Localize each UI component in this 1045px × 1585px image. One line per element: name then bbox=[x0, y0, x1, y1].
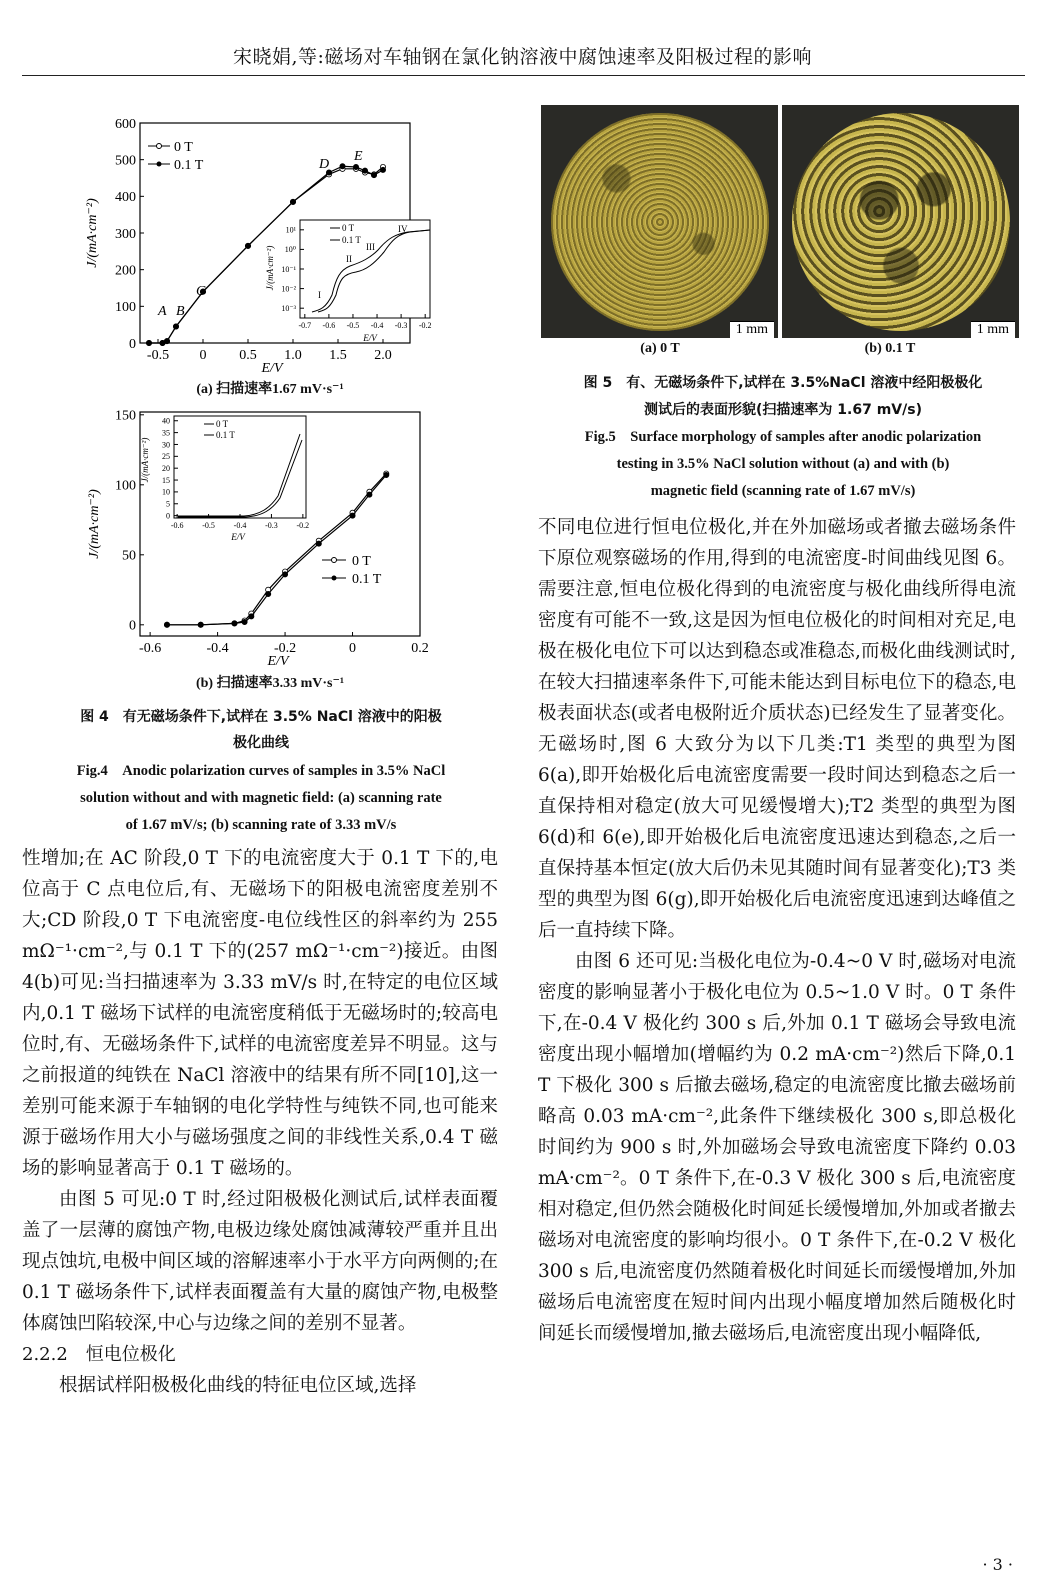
chart-a-inset-ytick-label: 10⁻² bbox=[281, 284, 296, 294]
chart-a-inset-xtick-label: -0.6 bbox=[322, 321, 336, 330]
chart-b-point bbox=[242, 619, 247, 624]
chart-a-point-E: E bbox=[354, 149, 363, 164]
chart-a bbox=[70, 108, 432, 376]
chart-b-inset-xtick-label: -0.5 bbox=[202, 521, 215, 530]
chart-a-inset-region-IV: IV bbox=[398, 224, 408, 234]
fig4-caption-en-1: Fig.4 Anodic polarization curves of samples in 3.5% NaCl bbox=[76, 763, 446, 779]
left-paragraph-1: 性增加;在 AC 阶段,0 T 下的电流密度大于 0.1 T 下的,电位高于 C 点电位后,有、无磁场下的阳极电流密度差别不大;CD 阶段,0 T 下电流密度-电位线性区的斜率约为 255 mΩ⁻¹·cm⁻²,与 0.1 T 下的(257 mΩ⁻¹·cm⁻²)接近。由图 4(b)可见:当扫描速率为 3.33 mV/s 时,在特定的电位区域内,0.1 T 磁场下试样的电流密度稍低于无磁场时的;较高电位时,有、无磁场条件下,试样的电流密度差异不明显。这与之前报道的纯铁在 NaCl 溶液中的结果有所不同[10],这一差别可能来源于车轴钢的电化学特性与纯铁不同,也可能来源于磁场作用大小与磁场强度之间的非线性关系,0.4 T 磁场的影响显著高于 0.1 T 磁场的。 bbox=[22, 848, 498, 1179]
chart-a-point bbox=[362, 168, 367, 173]
chart-b-xtick-label: 0.2 bbox=[411, 641, 429, 656]
left-paragraph-2: 由图 5 可见:0 T 时,经过阳极极化测试后,试样表面覆盖了一层薄的腐蚀产物,电极边缘处腐蚀减薄较严重并且出现点蚀坑,电极中间区域的溶解速率小于水平方向两侧的;在 0.1 T 磁场条件下,试样表面覆盖有大量的腐蚀产物,电极整体腐蚀凹陷较深,中心与边缘之间的差别不显著。 bbox=[22, 1189, 498, 1334]
chart-a-point-D: D bbox=[319, 157, 330, 172]
micrograph-01t bbox=[782, 105, 1019, 338]
chart-a-ytick-label: 300 bbox=[115, 226, 136, 242]
chart-a-inset-region-III: III bbox=[366, 242, 375, 252]
right-paragraph-2: 由图 6 还可见:当极化电位为-0.4~0 V 时,磁场对电流密度的影响显著小于极化电位为 0.5~1.0 V 时。0 T 条件下,在-0.4 V 极化约 300 s 后,外加 0.1 T 磁场会导致电流密度出现小幅增加(增幅约为 0.2 mA·cm⁻²)然后下降,0.1 T 下极化 300 s 后撤去磁场,稳定的电流密度比撤去磁场前略高 0.03 mA·cm⁻²,此条件下继续极化 300 s,即总极化时间约为 900 s 时,外加磁场会导致电流密度下降约 0.03 mA·cm⁻²。0 T 条件下,在-0.3 V 极化 300 s 后,电流密度相对稳定,但仍然会随极化时间延长缓慢增加,外加或者撤去磁场对电流密度的影响均很小。0 T 条件下,在-0.2 V 极化 300 s 后,电流密度仍然随着极化时间延长而缓慢增加,外加磁场后电流密度在短时间内出现小幅度增加然后随极化时间延长而缓慢增加,撤去磁场后,电流密度出现小幅降低, bbox=[538, 951, 1016, 1344]
chart-b-point bbox=[350, 513, 355, 518]
chart-a-ytick-label: 200 bbox=[115, 263, 136, 279]
chart-b-inset-ytick-label: 10 bbox=[162, 487, 170, 497]
right-paragraph-1: 不同电位进行恒电位极化,并在外加磁场或者撤去磁场条件下原位观察磁场的作用,得到的电流密度-时间曲线见图 6。需要注意,恒电位极化得到的电流密度与极化曲线所得电流密度有可能不一致,这是因为恒电位极化的时间相对充足,电极在极化电位下可以达到稳态或准稳态,而极化曲线测试时,在较大扫描速率条件下,可能未能达到目标电位下的稳态,电极表面状态(或者电极附近介质状态)已经发生了显著变化。无磁场时,图 6 大致分为以下几类:T1 类型的典型为图 6(a),即开始极化后电流密度需要一段时间达到稳态之后一直保持相对稳定(放大可见缓慢增大);T2 类型的典型为图 6(d)和 6(e),即开始极化后电流密度迅速达到稳态,之后一直保持基本恒定(放大后仍未见其随时间有显著变化);T3 类型的典型为图 6(g),即开始极化后电流密度迅速到达峰值之后一直持续下降。 bbox=[538, 517, 1016, 941]
chart-a-xtick-label: 1.0 bbox=[284, 348, 302, 363]
chart-a-point bbox=[380, 167, 385, 172]
running-header: 宋晓娟,等:磁场对车轴钢在氯化钠溶液中腐蚀速率及阳极过程的影响 bbox=[233, 46, 812, 68]
chart-b-xtick-label: 0 bbox=[349, 641, 357, 656]
chart-b-inset-ylabel: J/(mA·cm⁻²) bbox=[140, 437, 150, 483]
chart-a-inset-xlabel: E/V bbox=[363, 333, 377, 343]
chart-a-point bbox=[340, 164, 345, 169]
section-heading-2-2-2: 2.2.2 恒电位极化 bbox=[22, 1344, 176, 1365]
left-paragraph-3: 根据试样阳极极化曲线的特征电位区域,选择 bbox=[59, 1375, 417, 1396]
chart-b-inset-xtick-label: -0.3 bbox=[265, 521, 278, 530]
fig4a-caption: (a) 扫描速率1.67 mV·s⁻¹ bbox=[196, 382, 344, 397]
chart-b-point bbox=[316, 541, 321, 546]
fig4-caption-en-3: of 1.67 mV/s; (b) scanning rate of 3.33 mV/s bbox=[125, 817, 397, 833]
chart-a-inset-xtick-label: -0.7 bbox=[298, 321, 312, 330]
chart-a-inset-xtick-label: -0.5 bbox=[346, 321, 360, 330]
chart-a-xtick-label: 0.5 bbox=[239, 348, 257, 363]
chart-a-xtick-label: -0.5 bbox=[146, 348, 170, 363]
chart-b-point bbox=[266, 591, 271, 596]
fig5-caption-en-2: testing in 3.5% NaCl solution without (a) and with (b) bbox=[616, 456, 950, 472]
fig5b-label: (b) 0.1 T bbox=[864, 341, 916, 356]
chart-a-inset-ytick-label: 10⁰ bbox=[284, 245, 296, 255]
chart-a-inset-xtick-label: -0.4 bbox=[370, 321, 384, 330]
chart-a-point-C: C bbox=[196, 284, 206, 299]
chart-b-inset-ytick-label: 5 bbox=[166, 499, 170, 509]
left-body bbox=[22, 843, 498, 1401]
chart-b-inset bbox=[162, 416, 309, 530]
fig4-caption-en-2: solution without and with magnetic field: (a) scanning rate bbox=[80, 790, 442, 806]
scale-bar-a: 1 mm bbox=[730, 321, 774, 338]
fig5-caption-cn-2: 测试后的表面形貌(扫描速率为 1.67 mV/s) bbox=[644, 402, 922, 418]
chart-a-inset bbox=[281, 220, 431, 330]
chart-a-ytick-label: 400 bbox=[115, 190, 136, 206]
chart-a-inset-ytick-label: 10⁻¹ bbox=[281, 264, 296, 274]
fig4-caption-cn-1: 图 4 有无磁场条件下,试样在 3.5% NaCl 溶液中的阳极 bbox=[80, 709, 442, 725]
chart-a-xtick-label: 2.0 bbox=[374, 348, 392, 363]
page-number: · 3 · bbox=[982, 1555, 1013, 1574]
chart-b-inset-xtick-label: -0.4 bbox=[233, 521, 247, 530]
chart-b-inset-legend-01t: 0.1 T bbox=[216, 430, 235, 440]
chart-b-inset-ytick-label: 15 bbox=[162, 475, 170, 485]
chart-a-inset-legend-01t: 0.1 T bbox=[342, 235, 361, 245]
chart-b-point bbox=[282, 572, 287, 577]
chart-a-ytick-label: 500 bbox=[115, 153, 136, 169]
fig5a-label: (a) 0 T bbox=[640, 341, 680, 356]
chart-a-point bbox=[164, 339, 169, 344]
chart-b-xtick-label: -0.2 bbox=[273, 641, 297, 656]
chart-b-point bbox=[164, 622, 169, 627]
chart-b-xtick-label: -0.4 bbox=[206, 641, 229, 656]
chart-b-ytick-label: 100 bbox=[115, 478, 136, 494]
chart-a-inset-xtick-label: -0.3 bbox=[394, 321, 408, 330]
chart-a-inset-ylabel: J/(mA·cm⁻²) bbox=[265, 245, 275, 291]
chart-b-point bbox=[384, 472, 389, 477]
micrograph-0t bbox=[541, 105, 778, 338]
chart-b-point bbox=[198, 622, 203, 627]
chart-a-inset-ytick-label: 10⁻³ bbox=[281, 304, 296, 313]
fig5-caption-en-3: magnetic field (scanning rate of 1.67 mV/s) bbox=[650, 483, 916, 499]
fig4-caption-cn-2: 极化曲线 bbox=[233, 735, 289, 751]
chart-b-point bbox=[232, 621, 237, 626]
fig5-caption-cn-1: 图 5 有、无磁场条件下,试样在 3.5%NaCl 溶液中经阳极极化 bbox=[583, 375, 983, 391]
chart-b-legend bbox=[322, 554, 382, 587]
chart-b-inset-ytick-label: 30 bbox=[162, 440, 170, 450]
chart-a-point bbox=[353, 164, 358, 169]
chart-a-legend-0t: 0 T bbox=[174, 140, 193, 155]
chart-a-inset-region-II: II bbox=[346, 254, 352, 264]
chart-a-ytick-label: 100 bbox=[115, 300, 136, 316]
chart-b-inset-xtick-label: -0.2 bbox=[296, 521, 310, 530]
chart-b-ylabel: J/(mA·cm⁻²) bbox=[87, 489, 102, 559]
chart-b-inset-legend-0t: 0 T bbox=[216, 419, 229, 429]
fig5-caption-en-1: Fig.5 Surface morphology of samples after anodic polarization bbox=[584, 429, 982, 445]
chart-a-ytick-label: 0 bbox=[129, 336, 136, 352]
chart-b-point bbox=[367, 492, 372, 497]
chart-a-ylabel: J/(mA·cm⁻²) bbox=[85, 198, 100, 268]
chart-b-ytick-label: 150 bbox=[115, 408, 136, 424]
chart-b-inset-xtick-label: -0.6 bbox=[170, 521, 184, 530]
chart-b-inset-xlabel: E/V bbox=[231, 532, 245, 542]
chart-a-xtick-label: 1.5 bbox=[329, 348, 347, 363]
chart-a-point bbox=[173, 324, 178, 329]
chart-b bbox=[78, 400, 438, 670]
chart-a-point bbox=[290, 199, 295, 204]
chart-b-point bbox=[249, 614, 254, 619]
scale-bar-b: 1 mm bbox=[971, 321, 1015, 338]
chart-b-inset-ytick-label: 35 bbox=[162, 428, 170, 438]
chart-b-ytick-label: 50 bbox=[122, 548, 136, 564]
fig4b-caption: (b) 扫描速率3.33 mV·s⁻¹ bbox=[195, 676, 345, 691]
chart-a-inset-region-I: I bbox=[318, 290, 321, 300]
chart-a-point-B: B bbox=[176, 304, 185, 319]
chart-a-inset-xtick-label: -0.2 bbox=[418, 321, 432, 330]
chart-b-legend-01t: 0.1 T bbox=[352, 572, 382, 587]
chart-b-xlabel: E/V bbox=[267, 654, 289, 669]
chart-b-inset-ytick-label: 40 bbox=[162, 416, 170, 426]
header-rule bbox=[22, 75, 1025, 76]
chart-a-inset-ytick-label: 10¹ bbox=[285, 225, 296, 235]
chart-a-point-A: A bbox=[158, 304, 167, 319]
chart-a-legend bbox=[148, 140, 204, 173]
chart-a-point bbox=[146, 340, 151, 345]
right-body bbox=[538, 512, 1016, 1349]
chart-b-inset-ytick-label: 20 bbox=[162, 463, 170, 473]
chart-b-ytick-label: 0 bbox=[129, 618, 136, 634]
chart-b-xtick-label: -0.6 bbox=[139, 641, 162, 656]
chart-b-legend-0t: 0 T bbox=[352, 554, 371, 569]
chart-a-xlabel: E/V bbox=[261, 361, 283, 376]
chart-a-ytick-label: 600 bbox=[115, 116, 136, 132]
chart-a-point bbox=[245, 243, 250, 248]
chart-a-xtick-label: 0 bbox=[199, 348, 207, 363]
chart-b-inset-ytick-label: 0 bbox=[166, 511, 170, 521]
chart-b-inset-ytick-label: 25 bbox=[162, 452, 170, 462]
chart-a-legend-01t: 0.1 T bbox=[174, 158, 204, 173]
chart-a-point bbox=[371, 172, 376, 177]
chart-a-inset-legend-0t: 0 T bbox=[342, 223, 355, 233]
